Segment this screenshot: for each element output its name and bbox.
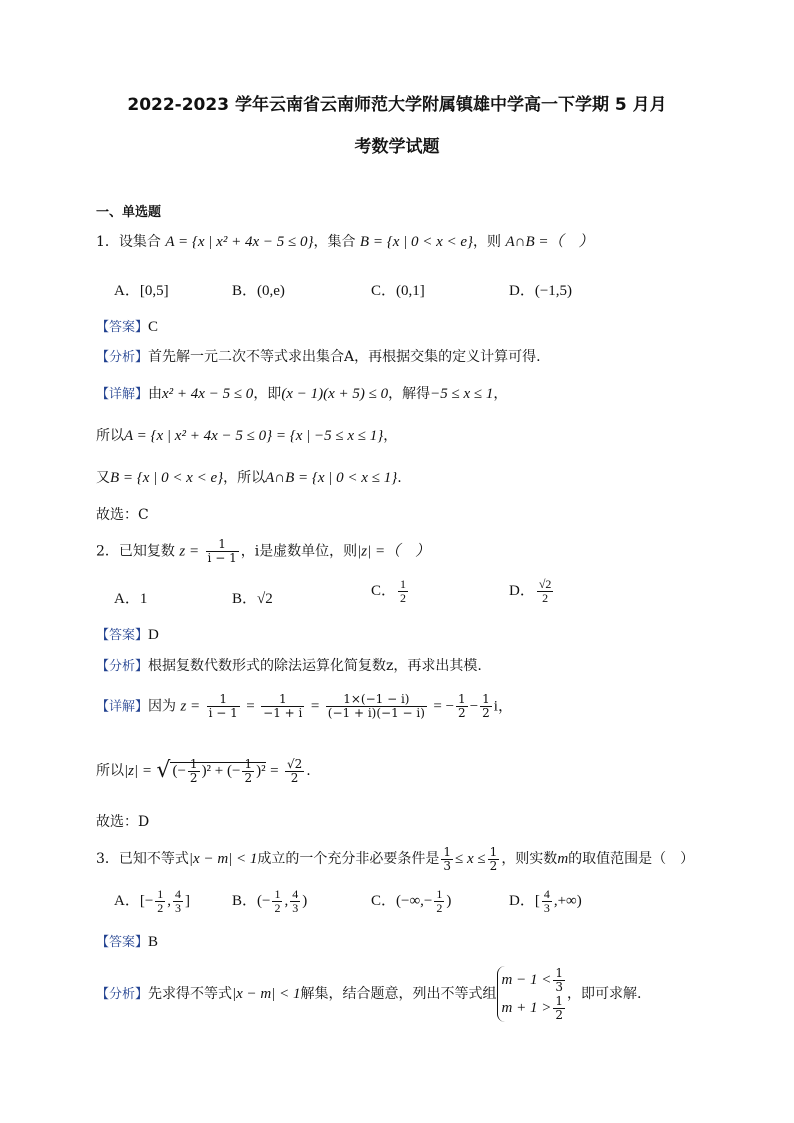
opt-frac [155, 888, 165, 915]
q1-option-c: C．(0,1] [371, 283, 425, 299]
q3-text-4: 的取值范围是（ ） [568, 851, 695, 867]
q2-frac-num: 1 [206, 538, 239, 552]
frac-num: 1 [489, 844, 498, 859]
q1-d3a: 又 [96, 470, 110, 486]
opt-part: B．(− [232, 892, 271, 909]
q2-detail-frac1 [207, 693, 240, 720]
q1-d2a: 所以 [96, 428, 124, 444]
q2-answer-value: D [148, 627, 159, 643]
q3-an4: ，即可求解. [566, 986, 642, 1002]
page-title-line2: 考数学试题 [354, 137, 440, 157]
frac-den: −1 + i [263, 706, 303, 720]
q1-d1g: ， [493, 386, 508, 402]
q3-text-3: ，则实数 [501, 851, 558, 867]
equals-minus: = − [433, 698, 455, 715]
q2-frac-den: i − 1 [207, 551, 237, 565]
q3-option-c [371, 888, 451, 915]
q3-an3: 解集，结合题意，列出不等式组 [300, 986, 497, 1002]
frac-num: 1 [244, 756, 253, 771]
q2-option-d [509, 578, 555, 605]
opt-frac [290, 888, 300, 915]
sqrt-part: )² + (− [201, 763, 241, 779]
frac-num: 4 [292, 887, 299, 901]
frac-num: 4 [175, 887, 182, 901]
q2-detail-line2 [96, 755, 311, 787]
q1-d3b: B = {x | 0 < x < e} [110, 470, 224, 486]
analysis-tag: 【分析】 [96, 987, 149, 1002]
q1-detail-line1 [96, 385, 507, 404]
q2-analysis-text: 根据复数代数形式的除法运算化简复数z，再求出其模. [148, 658, 482, 674]
q2-optc-frac [398, 578, 408, 605]
opt-part: ) [446, 892, 452, 909]
q2-so: 所以 [96, 763, 124, 779]
q3-text-1: 已知不等式 [118, 851, 189, 867]
frac-den: 2 [189, 770, 198, 785]
q3-m: m [557, 851, 569, 867]
q3-an2: |x − m| < 1 [232, 986, 301, 1002]
q3-an1: 先求得不等式 [148, 986, 233, 1002]
q2-analysis [96, 657, 482, 676]
frac-num: 1 [189, 756, 198, 771]
q3-answer-value: B [148, 934, 159, 950]
q2-optc-den: 2 [400, 591, 407, 605]
frac-den: 2 [458, 706, 466, 720]
frac-num: 1 [261, 693, 304, 707]
q1-d2b: A = {x | x² + 4x − 5 ≤ 0} = {x | −5 ≤ x ≤ 1} [124, 428, 384, 444]
q1-final: 故选：C [96, 507, 149, 523]
q2-because: 因为 [148, 698, 177, 715]
q2-number: 2． [96, 543, 119, 560]
opt-part: ,+∞) [553, 892, 582, 909]
opt-part: ) [302, 892, 308, 909]
q2-result-frac [285, 758, 304, 785]
q3-answer [96, 933, 158, 952]
sys-left: m − 1 < [501, 972, 552, 988]
frac-num: 1 [207, 693, 240, 707]
opt-frac [173, 888, 183, 915]
q3-cond-mid: ≤ x ≤ [455, 851, 486, 867]
q2-detail-z: z = [180, 698, 201, 715]
period: . [306, 763, 311, 779]
frac-num: 1 [274, 887, 281, 901]
frac-num: √2 [286, 756, 303, 771]
frac-num: 4 [543, 887, 550, 901]
q3-option-b [232, 888, 307, 915]
q2-answer [96, 626, 159, 645]
equals: = [310, 698, 320, 715]
q2-i-end: i， [493, 698, 513, 715]
q1-d1e: ，解得 [388, 386, 431, 402]
frac-den: 2 [436, 901, 443, 915]
frac-den: 3 [543, 901, 550, 915]
q1-d3e: . [397, 470, 402, 486]
opt-frac [434, 888, 444, 915]
frac-den: i − 1 [208, 706, 238, 720]
page-title-line1: 2022-2023 学年云南省云南师范大学附属镇雄中学高一下学期 5 月月 [127, 95, 667, 115]
opt-part: A．[− [114, 892, 154, 909]
q1-d3d: A∩B = {x | 0 < x ≤ 1} [265, 470, 398, 486]
sqrt-sign: √ [156, 758, 171, 783]
frac-den: 3 [555, 979, 563, 994]
frac-den: 3 [175, 901, 182, 915]
sys-left: m + 1 > [501, 1000, 552, 1016]
section-heading: 一、单选题 [96, 205, 162, 220]
frac-num: 1 [458, 692, 466, 706]
q3-cond-frac2 [488, 846, 500, 873]
equals: = [246, 698, 255, 715]
q3-inequality-system [497, 966, 567, 1022]
q3-number: 3． [96, 851, 119, 867]
q3-option-a [114, 888, 190, 915]
q2-optd-num: √2 [538, 577, 552, 591]
q1-number: 1． [96, 234, 119, 250]
equals: = [270, 763, 279, 779]
q2-detail-frac2 [261, 693, 304, 720]
answer-tag: 【答案】 [96, 935, 149, 950]
opt-frac [272, 888, 282, 915]
q1-option-b: B．(0,e) [232, 283, 285, 299]
frac-den: 2 [555, 1007, 563, 1022]
q2-optd-den: 2 [542, 591, 549, 605]
frac-num: 1 [436, 887, 443, 901]
q1-set-b: B = {x | 0 < x < e} [359, 234, 474, 250]
q1-d3c: ，所以 [223, 470, 266, 486]
q1-d1c: ，即 [253, 386, 282, 402]
system-row-2 [502, 994, 567, 1022]
q2-z: z = [179, 543, 200, 560]
q2-optd-label: D． [509, 582, 535, 599]
detail-tag: 【详解】 [96, 699, 149, 715]
q2-text-1: 已知复数 [118, 543, 175, 560]
q2-detail-frac3 [326, 693, 427, 720]
q2-fraction [206, 538, 239, 565]
sqrt-part: )² [256, 763, 266, 779]
q2-option-b: B．√2 [232, 591, 273, 607]
frac-den: 2 [274, 901, 281, 915]
sqrt-frac2 [242, 758, 254, 785]
frac-num: 1×(−1 − i) [326, 693, 427, 707]
opt-frac [542, 888, 552, 915]
q1-option-d: D．(−1,5) [509, 283, 573, 299]
frac-den: 2 [244, 770, 253, 785]
q2-optc-num: 1 [400, 577, 407, 591]
q1-d1d: (x − 1)(x + 5) ≤ 0 [281, 386, 389, 402]
frac-num: 1 [482, 692, 490, 706]
q1-d2c: ， [383, 428, 398, 444]
q2-sqrt-body [170, 756, 266, 785]
q2-optd-frac [537, 578, 554, 605]
question-1 [96, 233, 594, 251]
q2-text-2: ，i是虚数单位，则 [240, 543, 358, 560]
q2-option-c [371, 578, 410, 605]
q1-text-3: ，则 [473, 234, 502, 250]
q2-final: 故选：D [96, 814, 150, 830]
q1-ask: A∩B =（ ） [505, 234, 594, 250]
frac-num: 1 [157, 887, 164, 901]
sys-frac [553, 995, 565, 1022]
q2-mod: |z| =（ ） [357, 543, 431, 560]
frac-den: 2 [482, 706, 490, 720]
opt-part: , [284, 892, 289, 909]
question-3 [96, 845, 694, 873]
q1-d1b: x² + 4x − 5 ≤ 0 [162, 386, 254, 402]
q3-cond-frac1 [441, 846, 453, 873]
frac-den: 2 [157, 901, 164, 915]
question-2 [96, 538, 430, 565]
q1-d1a: 由 [148, 386, 163, 402]
opt-part: , [167, 892, 172, 909]
q2-option-a: A．1 [114, 591, 148, 607]
q1-text-1: 设集合 [118, 234, 161, 250]
opt-part: D．[ [509, 892, 540, 909]
minus: − [469, 698, 479, 715]
q1-analysis [96, 348, 541, 367]
q2-optc-label: C． [371, 582, 397, 599]
q1-detail-line3 [96, 469, 402, 487]
frac-num: 1 [555, 965, 563, 980]
sqrt-part: (− [172, 763, 186, 779]
frac-den: (−1 + i)(−1 − i) [327, 706, 425, 720]
q1-answer [96, 318, 158, 337]
opt-part: C．(−∞,− [371, 892, 433, 909]
q3-analysis [96, 966, 641, 1023]
q1-answer-value: C [148, 319, 159, 335]
sqrt-frac1 [188, 758, 200, 785]
frac-den: 2 [489, 858, 498, 873]
q3-option-d [509, 888, 582, 915]
q1-detail-line2 [96, 427, 397, 445]
q2-modz: |z| = [124, 763, 152, 779]
detail-tag: 【详解】 [96, 387, 149, 402]
q2-detail-frac4 [456, 693, 468, 720]
q1-text-2: ，集合 [313, 234, 356, 250]
q3-ineq: |x − m| < 1 [188, 851, 258, 867]
frac-den: 2 [290, 770, 299, 785]
answer-tag: 【答案】 [96, 628, 149, 643]
q2-detail-frac5 [480, 693, 492, 720]
opt-part: ] [185, 892, 191, 909]
analysis-tag: 【分析】 [96, 350, 149, 365]
q2-detail-line1 [96, 693, 513, 721]
frac-num: 1 [555, 993, 563, 1008]
q1-d1f: −5 ≤ x ≤ 1 [430, 386, 494, 402]
frac-den: 3 [443, 858, 452, 873]
q1-set-a: A = {x | x² + 4x − 5 ≤ 0} [165, 234, 314, 250]
analysis-tag: 【分析】 [96, 659, 149, 674]
frac-den: 3 [292, 901, 299, 915]
q1-analysis-text: 首先解一元二次不等式求出集合A，再根据交集的定义计算可得. [148, 349, 541, 365]
q3-text-2: 成立的一个充分非必要条件是 [257, 851, 440, 867]
answer-tag: 【答案】 [96, 320, 149, 335]
sys-frac [553, 967, 565, 994]
frac-num: 1 [443, 844, 452, 859]
system-row-1 [502, 966, 567, 994]
q1-option-a: A．[0,5] [114, 283, 169, 299]
